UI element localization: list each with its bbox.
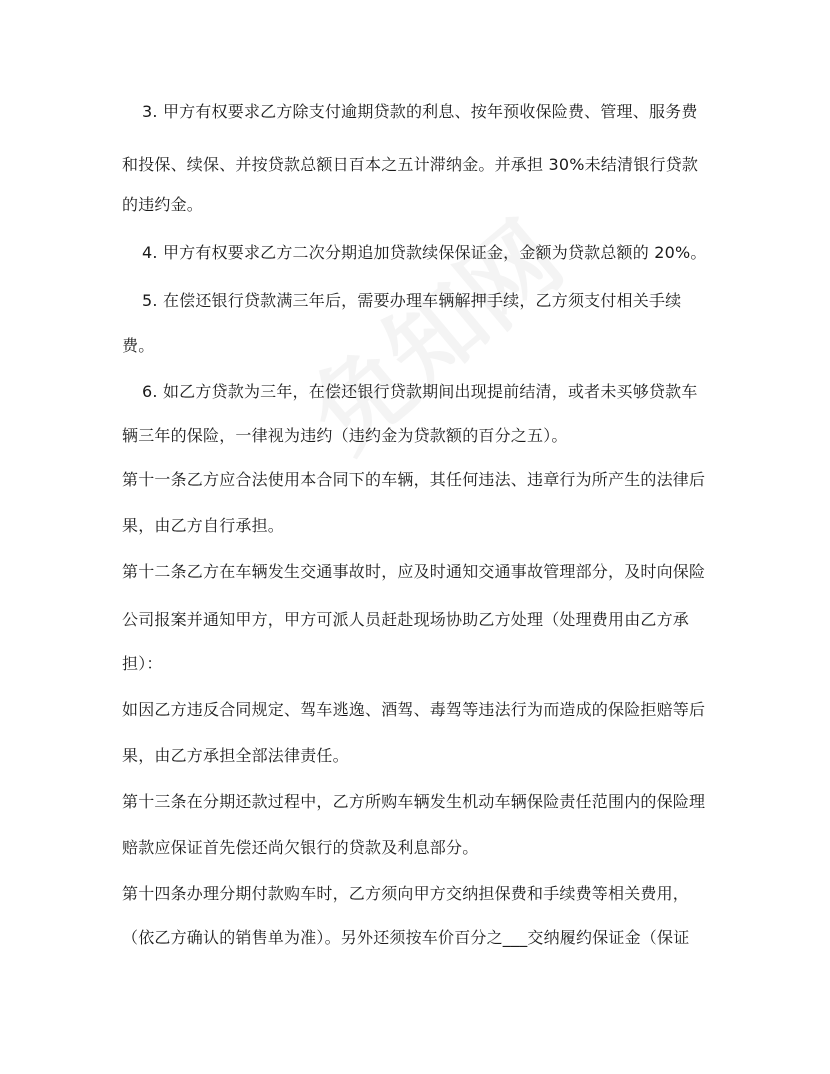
paragraph-line: 果，由乙方承担全部法律责任。 xyxy=(122,746,349,765)
paragraph-line: 公司报案并通知甲方，甲方可派人员赶赴现场协助乙方处理（处理费用由乙方承 xyxy=(122,610,690,629)
paragraph-line: 第十三条在分期还款过程中，乙方所购车辆发生机动车辆保险责任范围内的保险理 xyxy=(122,792,706,811)
paragraph-line: 果，由乙方自行承担。 xyxy=(122,516,285,535)
paragraph-line: 费。 xyxy=(122,336,155,355)
watermark-logo xyxy=(278,204,683,616)
paragraph-line: 如因乙方违反合同规定、驾车逃逸、酒驾、毒驾等违法行为而造成的保险拒赔等后 xyxy=(122,700,706,719)
paragraph-line: 的违约金。 xyxy=(122,195,204,214)
paragraph-line: 和投保、续保、并按贷款总额日百本之五计滞纳金。并承担 30%未结清银行贷款 xyxy=(122,155,699,174)
paragraph-line: 5. 在偿还银行贷款满三年后，需要办理车辆解押手续，乙方须支付相关手续 xyxy=(142,291,682,310)
paragraph-line: （依乙方确认的销售单为准）。另外还须按车价百分之___交纳履约保证金（保证 xyxy=(122,928,690,947)
paragraph-line: 6. 如乙方贷款为三年，在偿还银行贷款期间出现提前结清，或者未买够贷款车 xyxy=(142,382,698,401)
paragraph-line: 3. 甲方有权要求乙方除支付逾期贷款的利息、按年预收保险费、管理、服务费 xyxy=(142,102,698,121)
paragraph-line: 第十一条乙方应合法使用本合同下的车辆，其任何违法、违章行为所产生的法律后 xyxy=(122,470,706,489)
paragraph-line: 第十四条办理分期付款购车时，乙方须向甲方交纳担保费和手续费等相关费用， xyxy=(122,884,690,903)
paragraph-line: 辆三年的保险，一律视为违约（违约金为贷款额的百分之五）。 xyxy=(122,426,568,445)
paragraph-line: 赔款应保证首先偿还尚欠银行的贷款及利息部分。 xyxy=(122,838,479,857)
paragraph-line: 担）： xyxy=(122,654,163,673)
paragraph-line: 第十二条乙方在车辆发生交通事故时，应及时通知交通事故管理部分，及时向保险 xyxy=(122,562,706,581)
paragraph-line: 4. 甲方有权要求乙方二次分期追加贷款续保保证金，金额为贷款总额的 20%。 xyxy=(142,243,707,262)
